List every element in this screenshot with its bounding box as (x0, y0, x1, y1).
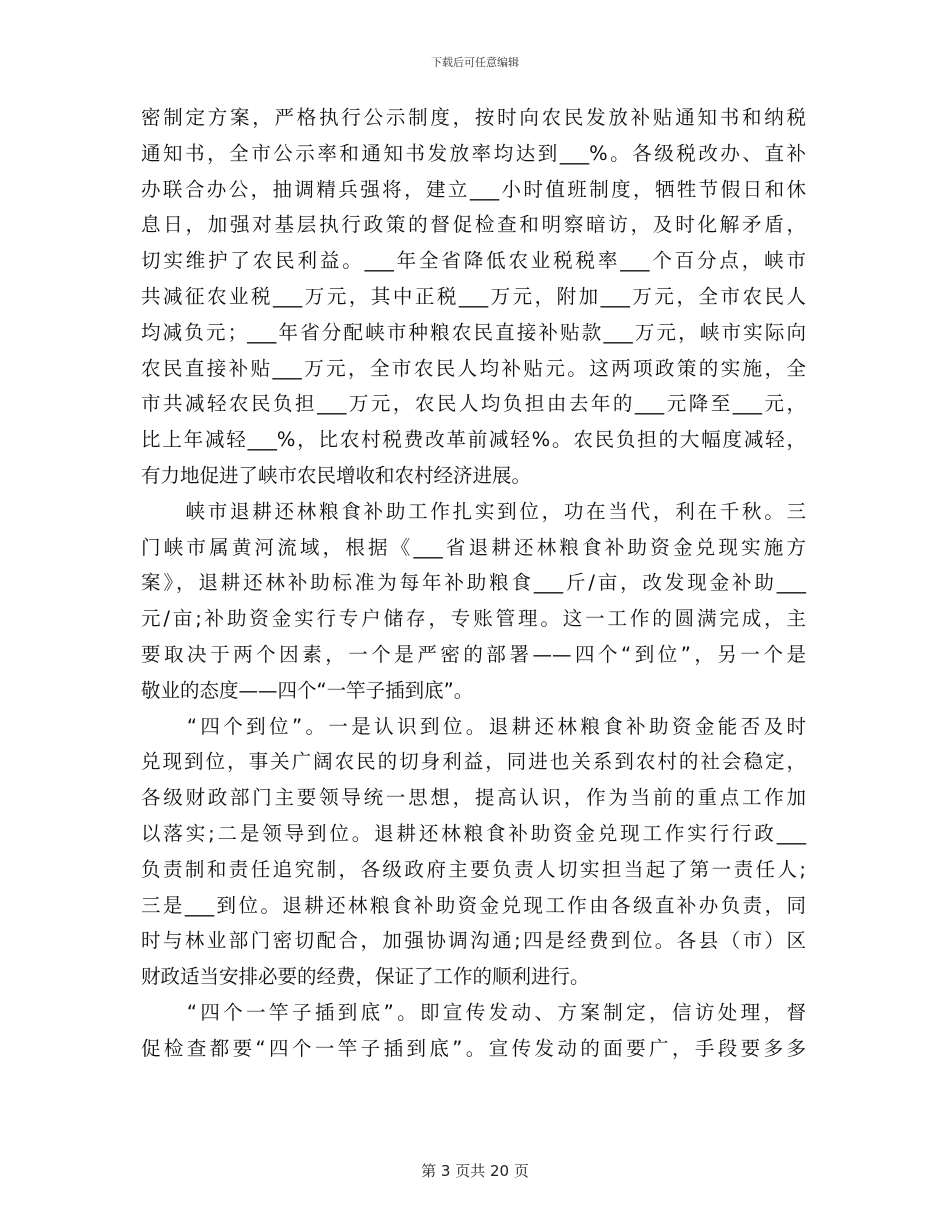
text-line: 共减征农业税___万元，其中正税___万元，附加___万元，全市农民人 (141, 284, 806, 308)
text-line: 以落实;二是领导到位。退耕还林粮食补助资金兑现工作实行行政___ (141, 821, 806, 845)
text-line: 密制定方案，严格执行公示制度，按时向农民发放补贴通知书和纳税 (141, 106, 806, 129)
text-line: 切实维护了农民利益。___年全省降低农业税税率___个百分点，峡市 (141, 249, 806, 273)
text-line: 要取决于两个因素，一个是严密的部署——四个“到位”，另一个是 (141, 642, 806, 666)
text-line: 办联合办公，抽调精兵强将，建立___小时值班制度，牺牲节假日和休 (141, 177, 806, 201)
page-footer: 第 3 页共 20 页 (421, 1162, 529, 1180)
text-line: 有力地促进了峡市农民增收和农村经济进展。 (141, 463, 532, 487)
text-line: 兑现到位，事关广阔农民的切身利益，同进也关系到农村的社会稳定， (141, 750, 806, 774)
text-line: 比上年减轻___%，比农村税费改革前减轻%。农民负担的大幅度减轻， (141, 428, 806, 452)
text-line: 各级财政部门主要领导统一思想，提高认识，作为当前的重点工作加 (141, 786, 806, 810)
text-line: 三是___到位。退耕还林粮食补助资金兑现工作由各级直补办负责，同 (141, 893, 806, 917)
text-line: 门峡市属黄河流域，根据《___省退耕还林粮食补助资金兑现实施方 (141, 535, 806, 559)
text-line: 促检查都要“四个一竿子插到底”。宣传发动的面要广，手段要多多 (141, 1036, 806, 1060)
text-line: 峡市退耕还林粮食补助工作扎实到位，功在当代，利在千秋。三 (141, 499, 806, 523)
text-line: “四个到位”。一是认识到位。退耕还林粮食补助资金能否及时 (141, 714, 806, 738)
text-line: 均减负元；___年省分配峡市种粮农民直接补贴款___万元，峡市实际向 (141, 320, 806, 344)
page-header: 下载后可任意编辑 (431, 56, 519, 69)
text-line: 农民直接补贴___万元，全市农民人均补贴元。这两项政策的实施，全 (141, 356, 806, 380)
text-line: 时与林业部门密切配合，加强协调沟通;四是经费到位。各县（市）区 (141, 929, 806, 953)
text-line: 案》，退耕还林补助标准为每年补助粮食___斤/亩，改发现金补助___ (141, 571, 806, 595)
text-line: 市共减轻农民负担___万元，农民人均负担由去年的___元降至___元， (141, 392, 806, 416)
text-line: 负责制和责任追究制，各级政府主要负责人切实担当起了第一责任人; (141, 857, 806, 881)
text-line: “四个一竿子插到底”。即宣传发动、方案制定，信访处理，督 (141, 1000, 806, 1024)
body-text (141, 100, 806, 1067)
text-line: 元/亩;补助资金实行专户储存，专账管理。这一工作的圆满完成，主 (141, 607, 806, 631)
text-line: 敬业的态度——四个“一竿子插到底”。 (141, 678, 474, 702)
text-line: 通知书，全市公示率和通知书发放率均达到___%。各级税改办、直补 (141, 141, 806, 165)
text-line: 息日，加强对基层执行政策的督促检查和明察暗访，及时化解矛盾， (141, 213, 806, 237)
text-line: 财政适当安排必要的经费，保证了工作的顺利进行。 (141, 965, 590, 989)
